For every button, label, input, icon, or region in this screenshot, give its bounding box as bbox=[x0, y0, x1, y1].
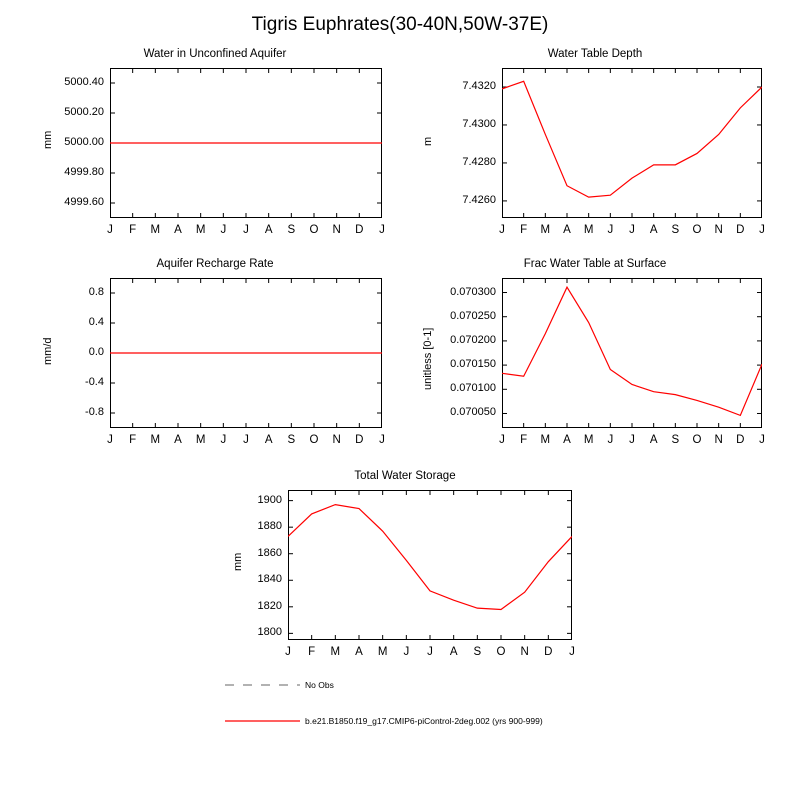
y-axis-tick-label: 7.4280 bbox=[462, 155, 496, 168]
x-axis-tick-label: A bbox=[355, 646, 363, 658]
chart-title: Water Table Depth bbox=[547, 48, 643, 60]
x-axis-tick-label: F bbox=[129, 224, 137, 236]
x-axis-tick-label: J bbox=[759, 224, 765, 236]
y-axis-tick-label: 0.070200 bbox=[450, 333, 496, 346]
x-axis-tick-label: N bbox=[520, 646, 529, 658]
x-axis-tick-label: O bbox=[309, 434, 319, 446]
x-axis-tick-label: S bbox=[671, 224, 680, 236]
y-axis-tick-label: 7.4320 bbox=[462, 79, 496, 92]
chart-title: Water in Unconfined Aquifer bbox=[143, 48, 287, 60]
y-axis-tick-label: 5000.40 bbox=[64, 76, 104, 88]
y-axis-tick-label: 0.0 bbox=[88, 346, 104, 358]
x-axis-tick-label: A bbox=[264, 224, 273, 236]
x-axis-tick-label: M bbox=[195, 434, 206, 446]
y-axis-label: unitless [0-1] bbox=[422, 327, 434, 390]
y-axis-tick-label: 0.4 bbox=[88, 316, 104, 328]
legend-line-swatch bbox=[225, 714, 305, 728]
x-axis-tick-label: J bbox=[220, 434, 227, 446]
x-axis-tick-label: F bbox=[520, 434, 528, 446]
y-axis-label: mm bbox=[42, 130, 54, 149]
y-axis-tick-label: 1820 bbox=[257, 599, 282, 612]
x-axis-tick-label: S bbox=[671, 434, 680, 446]
x-axis-tick-label: A bbox=[649, 224, 658, 236]
x-axis-tick-label: J bbox=[107, 224, 113, 236]
x-axis-tick-label: J bbox=[107, 434, 113, 446]
y-axis-tick-label: 0.070250 bbox=[450, 309, 496, 322]
x-axis-tick-label: J bbox=[379, 434, 385, 446]
x-axis-tick-label: D bbox=[736, 434, 745, 446]
y-axis-tick-label: 1840 bbox=[257, 573, 282, 586]
x-axis-tick-label: J bbox=[607, 224, 614, 236]
legend-dash-swatch bbox=[225, 678, 305, 692]
y-axis-tick-label: 4999.60 bbox=[64, 196, 104, 208]
x-axis-tick-label: J bbox=[629, 434, 635, 446]
x-axis-tick-label: D bbox=[736, 224, 745, 236]
y-axis-tick-label: -0.4 bbox=[85, 376, 104, 388]
plot-canvas bbox=[502, 68, 762, 218]
y-axis-label: mm/d bbox=[42, 337, 54, 365]
plot-canvas bbox=[502, 278, 762, 428]
plot-canvas bbox=[288, 490, 572, 640]
y-axis-tick-label: 0.070050 bbox=[450, 406, 496, 419]
x-axis-tick-label: A bbox=[563, 224, 571, 236]
y-axis-tick-label: -0.8 bbox=[85, 406, 104, 418]
y-axis-label: mm bbox=[232, 552, 244, 571]
y-axis-tick-label: 0.070100 bbox=[450, 382, 496, 395]
x-axis-tick-label: M bbox=[330, 646, 341, 658]
x-axis-tick-label: A bbox=[449, 646, 458, 658]
x-axis-tick-label: M bbox=[150, 224, 161, 236]
x-axis-tick-label: N bbox=[714, 224, 723, 236]
x-axis-tick-label: M bbox=[540, 434, 551, 446]
x-axis-tick-label: J bbox=[220, 224, 227, 236]
x-axis-tick-label: A bbox=[649, 434, 658, 446]
series-line bbox=[502, 81, 762, 197]
x-axis-tick-label: M bbox=[583, 224, 594, 236]
chart-panel-total-water-storage bbox=[230, 470, 580, 660]
x-axis-tick-label: A bbox=[563, 434, 571, 446]
y-axis-tick-label: 7.4260 bbox=[462, 193, 496, 206]
y-axis-tick-label: 0.8 bbox=[88, 286, 104, 298]
x-axis-tick-label: S bbox=[473, 646, 482, 658]
x-axis-tick-label: J bbox=[499, 224, 505, 236]
chart-panel-water-table-depth bbox=[420, 48, 770, 238]
x-axis-tick-label: M bbox=[195, 224, 206, 236]
x-axis-tick-label: J bbox=[569, 646, 575, 658]
y-axis-tick-label: 1800 bbox=[257, 626, 282, 639]
x-axis-tick-label: S bbox=[287, 434, 296, 446]
chart-title: Total Water Storage bbox=[354, 470, 456, 482]
x-axis-tick-label: J bbox=[243, 224, 249, 236]
x-axis-tick-label: J bbox=[379, 224, 385, 236]
x-axis-tick-label: D bbox=[355, 224, 364, 236]
page-title: Tigris Euphrates(30-40N,50W-37E) bbox=[251, 14, 549, 35]
x-axis-tick-label: A bbox=[264, 434, 273, 446]
y-axis-tick-label: 0.070300 bbox=[450, 285, 496, 298]
chart-title: Aquifer Recharge Rate bbox=[156, 258, 274, 270]
y-axis-tick-label: 1880 bbox=[257, 520, 282, 533]
chart-title: Frac Water Table at Surface bbox=[523, 258, 667, 270]
y-axis-label: m bbox=[422, 136, 434, 146]
x-axis-tick-label: M bbox=[150, 434, 161, 446]
x-axis-tick-label: F bbox=[308, 646, 316, 658]
chart-panel-water-in-unconfined-aquifer bbox=[40, 48, 390, 238]
x-axis-tick-label: N bbox=[332, 224, 341, 236]
legend-series bbox=[225, 714, 705, 728]
x-axis-tick-label: F bbox=[520, 224, 528, 236]
y-axis-tick-label: 5000.00 bbox=[64, 136, 104, 148]
y-axis-tick-label: 5000.20 bbox=[64, 106, 104, 118]
y-axis-tick-label: 1900 bbox=[257, 493, 282, 506]
chart-panel-frac-water-table-at-surface bbox=[420, 258, 770, 448]
chart-panel-aquifer-recharge-rate bbox=[40, 258, 390, 448]
x-axis-tick-label: N bbox=[332, 434, 341, 446]
legend-no-obs-label: No Obs bbox=[305, 680, 334, 690]
x-axis-tick-label: J bbox=[427, 646, 433, 658]
x-axis-tick-label: J bbox=[403, 646, 410, 658]
x-axis-tick-label: J bbox=[759, 434, 765, 446]
legend-series-label: b.e21.B1850.f19_g17.CMIP6-piControl-2deg.002 (yrs 900-999) bbox=[305, 716, 543, 726]
x-axis-tick-label: O bbox=[692, 434, 702, 446]
y-axis-tick-label: 1860 bbox=[257, 546, 282, 559]
x-axis-tick-label: F bbox=[129, 434, 137, 446]
x-axis-tick-label: J bbox=[629, 224, 635, 236]
x-axis-tick-label: J bbox=[243, 434, 249, 446]
x-axis-tick-label: M bbox=[377, 646, 388, 658]
x-axis-tick-label: N bbox=[714, 434, 723, 446]
y-axis-tick-label: 0.070150 bbox=[450, 358, 496, 371]
legend-no-obs bbox=[225, 678, 645, 692]
plot-canvas bbox=[110, 68, 382, 218]
x-axis-tick-label: S bbox=[287, 224, 296, 236]
x-axis-tick-label: J bbox=[285, 646, 291, 658]
x-axis-tick-label: M bbox=[583, 434, 594, 446]
x-axis-tick-label: O bbox=[496, 646, 506, 658]
x-axis-tick-label: D bbox=[355, 434, 364, 446]
series-line bbox=[502, 287, 762, 415]
series-line bbox=[288, 505, 572, 610]
x-axis-tick-label: A bbox=[174, 434, 182, 446]
x-axis-tick-label: O bbox=[692, 224, 702, 236]
x-axis-tick-label: O bbox=[309, 224, 319, 236]
y-axis-tick-label: 7.4300 bbox=[462, 117, 496, 130]
x-axis-tick-label: D bbox=[544, 646, 553, 658]
x-axis-tick-label: M bbox=[540, 224, 551, 236]
y-axis-tick-label: 4999.80 bbox=[64, 166, 104, 178]
x-axis-tick-label: A bbox=[174, 224, 182, 236]
plot-canvas bbox=[110, 278, 382, 428]
x-axis-tick-label: J bbox=[499, 434, 505, 446]
x-axis-tick-label: J bbox=[607, 434, 614, 446]
